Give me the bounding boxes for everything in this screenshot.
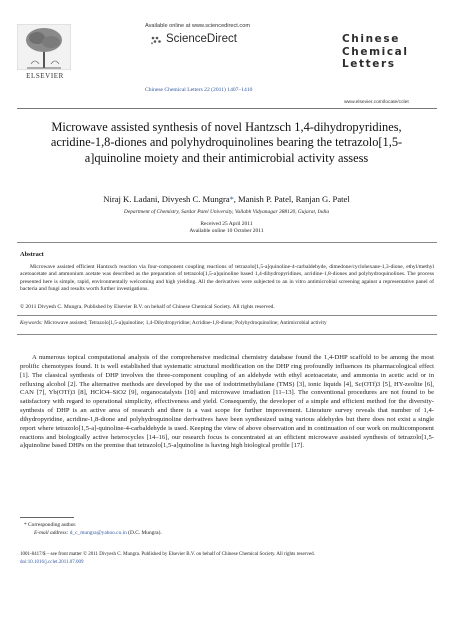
- footnote-divider: [20, 517, 74, 518]
- authors-part: Niraj K. Ladani, Divyesh C. Mungra: [103, 194, 230, 204]
- journal-title-line: Letters: [342, 58, 396, 70]
- journal-title-line: Chemical: [342, 45, 409, 58]
- affiliation: Department of Chemistry, Sardar Patel University, Vallabh Vidyanagar 388120, Gujarat, India: [123, 209, 330, 215]
- body-paragraph: A numerous topical computational analysis of the comprehensive medicinal chemistry database found the 1,4-DHP scaffold to be among the most prolific chemotypes found. It is well established that systematic structural modification on the DHP ring profoundly influences its pharmacological effect [1]. The classical synthesis of DHP involves the three-component coupling of an aldehyde with ethyl acetoacetate, and ammonia in acetic acid or in refluxing alcohol [2]. The alternative methods are developed by the use of iodotrimethylsilane (TMS) [3], ionic liquids [4], Sc(OTf)3 [5], HY-zeolite [6], CAN [7], Yb(OTf)3 [8], HClO4–SiO2 [9], organocatalysts [10] and microwave irradiation [11–13]. The conventional procedures are not found to be satisfactory with regard to operational simplicity, effectiveness and yield. Consequently, the developer of a simple and efficient method for the diversity-synthesis of DHP is an active area of research and there is a vast scope for further improvement. Literature survey reveals that number of 1,4-dihydropyridine, acridine-1,8-dione and polyhydroquinoline derivatives have been synthesized using various aldehydes but there does not exist a single report where tetrazolo[1,5-a]-quinoline-4-carbaldehyde is used. Keeping the view of above observation and in continuation of our work on multicomponent reactions and biologically active heterocycles [14–16], our research focus is concentrated at an efficient microwave assisted synthesis of tetrazolo[1,5-a]quinoline based DHPs on the premise that tetrazolo[1,5-a]quinoline is having high biological profile [17].: [20, 354, 434, 450]
- journal-title: [342, 33, 432, 71]
- keywords-divider: [17, 315, 437, 316]
- corresponding-author-mark[interactable]: *: [229, 195, 234, 204]
- sciencedirect-wordmark: ScienceDirect: [166, 33, 237, 45]
- available-online-note: Available online at www.sciencedirect.com: [145, 23, 250, 29]
- abstract-top-divider: [17, 242, 437, 243]
- received-date: Received 25 April 2011: [200, 221, 253, 227]
- keywords-label: Keywords:: [20, 320, 43, 326]
- email-suffix: (D.C. Mungra).: [128, 530, 162, 536]
- corresponding-author-note: * Corresponding author.: [24, 522, 77, 528]
- publisher-name: ELSEVIER: [26, 72, 64, 80]
- doi-link[interactable]: doi:10.1016/j.cclet.2011.07.009: [20, 560, 84, 565]
- email-label: E-mail address:: [34, 530, 69, 536]
- abstract-heading: Abstract: [20, 251, 44, 258]
- keywords: [20, 320, 434, 326]
- sciencedirect-icon: [150, 36, 162, 45]
- journal-homepage[interactable]: www.elsevier.com/locate/cclet: [344, 100, 409, 105]
- journal-citation[interactable]: Chinese Chemical Letters 22 (2011) 1407–1410: [145, 87, 253, 93]
- email-line: [34, 530, 162, 536]
- journal-title-line: Chinese: [342, 33, 400, 45]
- authors-part: , Manish P. Patel, Ranjan G. Patel: [233, 194, 350, 204]
- keywords-list: Microwave assisted; Tetrazolo[1,5-a]quinoline; 1,4-Dihydropyridine; Acridine-1,8-dione; Polyhydroquinoline; Antimicrobial activity: [44, 320, 327, 326]
- author-list: [40, 194, 413, 204]
- abstract-text: Microwave assisted efficient Hantzsch reaction via four-component coupling reactions of tetrazolo[1,5-a]quinoline-4-carbaldehyde, dimedone/cyclohexane-1,3-dione, ethyl/methyl acetoacetate and ammonium acetate was described as the preparation of tetrazolo[1,5-a]quinoline based 1,4-dihydropyridines, acridine-1,8-diones and polyhydroquinolines. The process presented here is simple, rapid, environmentally welcoming and high yielding. All the derivatives were subjected to an in vitro antimicrobial screening against a representative panel of bacteria and fungi and results worth further investigations.: [20, 264, 434, 292]
- body-top-divider: [17, 334, 437, 335]
- abstract-copyright: © 2011 Divyesh C. Mungra. Published by Elsevier B.V. on behalf of Chinese Chemical Society. All rights reserved.: [20, 304, 275, 310]
- front-matter-note: 1001-8417/$ – see front matter © 2011 Divyesh C. Mungra. Published by Elsevier B.V. on behalf of Chinese Chemical Society. All rights reserved.: [20, 552, 315, 557]
- header-divider: [17, 108, 437, 109]
- article-title: Microwave assisted synthesis of novel Hantzsch 1,4-dihydropyridines, acridine-1,8-diones and polyhydroquinolines bearing the tetrazolo[1,5-a]quinoline moiety and their antimicrobial activity assess: [50, 120, 403, 165]
- email-link[interactable]: d_c_mungra@yahoo.co.in: [69, 530, 127, 536]
- available-date: Available online 10 October 2011: [189, 228, 264, 234]
- elsevier-tree-logo: [17, 24, 71, 70]
